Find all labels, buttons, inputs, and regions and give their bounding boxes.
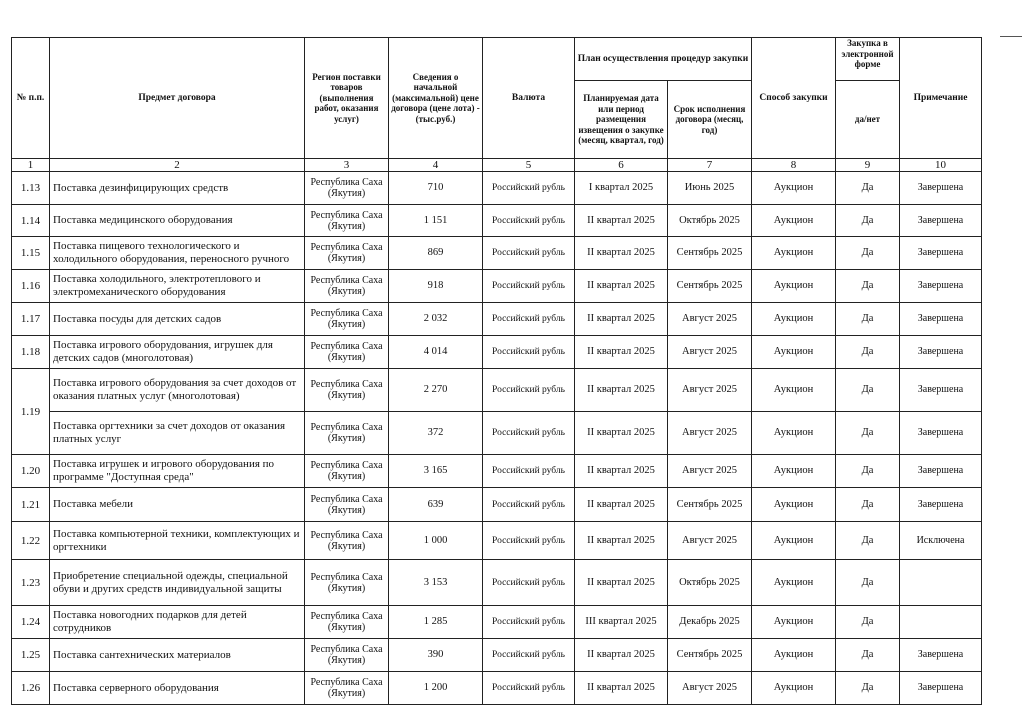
row-electronic: Да	[836, 455, 900, 488]
row-method: Аукцион	[752, 237, 836, 270]
header-num: № п.п.	[12, 38, 50, 159]
header-currency: Валюта	[483, 38, 575, 159]
row-subject: Поставка медицинского оборудования	[50, 205, 305, 237]
row-term: Декабрь 2025	[668, 606, 752, 639]
row-subject: Поставка компьютерной техники, комплектующих и оргтехники	[50, 522, 305, 560]
row-price: 3 153	[389, 560, 483, 606]
row-term: Сентябрь 2025	[668, 270, 752, 303]
row-note: Завершена	[900, 488, 982, 522]
row-region: Республика Саха (Якутия)	[305, 237, 389, 270]
row-region: Республика Саха (Якутия)	[305, 270, 389, 303]
row-currency: Российский рубль	[483, 639, 575, 672]
row-term: Октябрь 2025	[668, 205, 752, 237]
column-number-row	[12, 159, 982, 172]
column-number: 1	[12, 159, 50, 172]
row-term: Август 2025	[668, 522, 752, 560]
row-price: 869	[389, 237, 483, 270]
row-electronic: Да	[836, 606, 900, 639]
column-number: 7	[668, 159, 752, 172]
row-method: Аукцион	[752, 369, 836, 412]
row-method: Аукцион	[752, 172, 836, 205]
row-term: Сентябрь 2025	[668, 639, 752, 672]
row-method: Аукцион	[752, 205, 836, 237]
header-row-top	[12, 38, 982, 81]
header-price: Сведения о начальной (максимальной) цене договора (цене лота) - (тыс.руб.)	[389, 38, 483, 159]
row-term: Сентябрь 2025	[668, 237, 752, 270]
table-row	[12, 270, 982, 303]
table-row	[12, 455, 982, 488]
column-number: 3	[305, 159, 389, 172]
row-number: 1.25	[12, 639, 50, 672]
row-electronic: Да	[836, 205, 900, 237]
row-region: Республика Саха (Якутия)	[305, 303, 389, 336]
row-subject: Поставка игрушек и игрового оборудования по программе "Доступная среда"	[50, 455, 305, 488]
row-method: Аукцион	[752, 522, 836, 560]
row-plan: II квартал 2025	[575, 488, 668, 522]
row-electronic: Да	[836, 172, 900, 205]
column-number: 2	[50, 159, 305, 172]
row-price: 3 165	[389, 455, 483, 488]
row-region: Республика Саха (Якутия)	[305, 205, 389, 237]
row-note: Завершена	[900, 270, 982, 303]
row-method: Аукцион	[752, 560, 836, 606]
row-note: Завершена	[900, 237, 982, 270]
row-region: Республика Саха (Якутия)	[305, 606, 389, 639]
row-subject: Поставка пищевого технологического и холодильного оборудования, переносного ручного	[50, 237, 305, 270]
row-currency: Российский рубль	[483, 606, 575, 639]
row-plan: II квартал 2025	[575, 672, 668, 705]
row-subject: Поставка холодильного, электротеплового и электромеханического оборудования	[50, 270, 305, 303]
row-electronic: Да	[836, 412, 900, 455]
row-number: 1.22	[12, 522, 50, 560]
row-number: 1.18	[12, 336, 50, 369]
row-plan: II квартал 2025	[575, 205, 668, 237]
row-note: Завершена	[900, 303, 982, 336]
row-number: 1.24	[12, 606, 50, 639]
row-price: 918	[389, 270, 483, 303]
table-row	[12, 560, 982, 606]
row-region: Республика Саха (Якутия)	[305, 672, 389, 705]
header-subject: Предмет договора	[50, 38, 305, 159]
row-method: Аукцион	[752, 412, 836, 455]
header-term: Срок исполнения договора (месяц, год)	[668, 81, 752, 159]
row-method: Аукцион	[752, 672, 836, 705]
row-method: Аукцион	[752, 303, 836, 336]
row-note: Завершена	[900, 412, 982, 455]
row-note: Завершена	[900, 369, 982, 412]
row-price: 1 151	[389, 205, 483, 237]
column-number: 10	[900, 159, 982, 172]
row-currency: Российский рубль	[483, 560, 575, 606]
row-number: 1.19	[12, 369, 50, 455]
row-note	[900, 560, 982, 606]
row-number: 1.21	[12, 488, 50, 522]
row-note: Завершена	[900, 639, 982, 672]
header-electronic: Закупка в электронной форме	[836, 38, 900, 81]
row-term: Август 2025	[668, 412, 752, 455]
row-number: 1.13	[12, 172, 50, 205]
row-electronic: Да	[836, 560, 900, 606]
row-price: 1 285	[389, 606, 483, 639]
row-note: Завершена	[900, 172, 982, 205]
row-electronic: Да	[836, 336, 900, 369]
column-number: 6	[575, 159, 668, 172]
header-electronic-sub: да/нет	[836, 81, 900, 159]
row-currency: Российский рубль	[483, 369, 575, 412]
row-price: 1 000	[389, 522, 483, 560]
row-price: 372	[389, 412, 483, 455]
row-subject: Поставка игрового оборудования, игрушек для детских садов (многолотовая)	[50, 336, 305, 369]
row-subject: Поставка новогодних подарков для детей сотрудников	[50, 606, 305, 639]
header-method: Способ закупки	[752, 38, 836, 159]
row-plan: II квартал 2025	[575, 336, 668, 369]
row-plan: II квартал 2025	[575, 560, 668, 606]
table-row	[12, 336, 982, 369]
row-region: Республика Саха (Якутия)	[305, 369, 389, 412]
row-term: Август 2025	[668, 369, 752, 412]
row-number: 1.23	[12, 560, 50, 606]
row-subject: Поставка мебели	[50, 488, 305, 522]
row-electronic: Да	[836, 270, 900, 303]
row-plan: II квартал 2025	[575, 369, 668, 412]
row-number: 1.14	[12, 205, 50, 237]
row-price: 2 032	[389, 303, 483, 336]
column-number: 8	[752, 159, 836, 172]
row-subject: Поставка игрового оборудования за счет доходов от оказания платных услуг (многолотовая)	[50, 369, 305, 412]
row-currency: Российский рубль	[483, 522, 575, 560]
row-method: Аукцион	[752, 270, 836, 303]
row-electronic: Да	[836, 522, 900, 560]
row-plan: II квартал 2025	[575, 455, 668, 488]
row-region: Республика Саха (Якутия)	[305, 560, 389, 606]
row-method: Аукцион	[752, 488, 836, 522]
row-term: Август 2025	[668, 336, 752, 369]
row-currency: Российский рубль	[483, 455, 575, 488]
row-subject: Поставка дезинфицирующих средств	[50, 172, 305, 205]
column-number: 4	[389, 159, 483, 172]
row-price: 639	[389, 488, 483, 522]
row-currency: Российский рубль	[483, 205, 575, 237]
row-region: Республика Саха (Якутия)	[305, 522, 389, 560]
table-row	[12, 172, 982, 205]
row-note: Завершена	[900, 336, 982, 369]
row-term: Август 2025	[668, 303, 752, 336]
row-method: Аукцион	[752, 336, 836, 369]
row-region: Республика Саха (Якутия)	[305, 172, 389, 205]
row-plan: I квартал 2025	[575, 172, 668, 205]
row-note: Исключена	[900, 522, 982, 560]
row-electronic: Да	[836, 237, 900, 270]
row-region: Республика Саха (Якутия)	[305, 336, 389, 369]
row-term: Август 2025	[668, 672, 752, 705]
row-currency: Российский рубль	[483, 270, 575, 303]
row-term: Август 2025	[668, 455, 752, 488]
row-plan: II квартал 2025	[575, 270, 668, 303]
row-term: Октябрь 2025	[668, 560, 752, 606]
row-term: Июнь 2025	[668, 172, 752, 205]
table-row	[12, 412, 982, 455]
row-subject: Поставка сантехнических материалов	[50, 639, 305, 672]
row-note: Завершена	[900, 455, 982, 488]
table-row	[12, 237, 982, 270]
row-currency: Российский рубль	[483, 303, 575, 336]
row-currency: Российский рубль	[483, 488, 575, 522]
column-number: 5	[483, 159, 575, 172]
row-number: 1.15	[12, 237, 50, 270]
row-plan: II квартал 2025	[575, 522, 668, 560]
row-plan: II квартал 2025	[575, 412, 668, 455]
procurement-plan-table	[11, 37, 982, 705]
row-plan: II квартал 2025	[575, 303, 668, 336]
scan-edge-line	[1000, 36, 1022, 37]
row-price: 1 200	[389, 672, 483, 705]
row-region: Республика Саха (Якутия)	[305, 455, 389, 488]
row-note: Завершена	[900, 205, 982, 237]
row-electronic: Да	[836, 303, 900, 336]
column-number: 9	[836, 159, 900, 172]
row-electronic: Да	[836, 639, 900, 672]
row-subject: Поставка серверного оборудования	[50, 672, 305, 705]
row-region: Республика Саха (Якутия)	[305, 639, 389, 672]
row-plan: II квартал 2025	[575, 639, 668, 672]
row-note	[900, 606, 982, 639]
row-region: Республика Саха (Якутия)	[305, 412, 389, 455]
row-price: 390	[389, 639, 483, 672]
header-plan-date: Планируемая дата или период размещения извещения о закупке (месяц, квартал, год)	[575, 81, 668, 159]
table-row	[12, 606, 982, 639]
row-plan: III квартал 2025	[575, 606, 668, 639]
table-row	[12, 205, 982, 237]
header-region: Регион поставки товаров (выполнения работ, оказания услуг)	[305, 38, 389, 159]
row-method: Аукцион	[752, 639, 836, 672]
row-plan: II квартал 2025	[575, 237, 668, 270]
row-subject: Приобретение специальной одежды, специальной обуви и других средств индивидуальной защиты	[50, 560, 305, 606]
table-row	[12, 303, 982, 336]
table-row	[12, 369, 982, 412]
row-electronic: Да	[836, 672, 900, 705]
row-currency: Российский рубль	[483, 412, 575, 455]
row-term: Сентябрь 2025	[668, 488, 752, 522]
table-row	[12, 488, 982, 522]
row-subject: Поставка оргтехники за счет доходов от оказания платных услуг	[50, 412, 305, 455]
row-currency: Российский рубль	[483, 672, 575, 705]
row-method: Аукцион	[752, 606, 836, 639]
row-number: 1.17	[12, 303, 50, 336]
row-currency: Российский рубль	[483, 237, 575, 270]
row-electronic: Да	[836, 488, 900, 522]
row-method: Аукцион	[752, 455, 836, 488]
row-region: Республика Саха (Якутия)	[305, 488, 389, 522]
row-price: 710	[389, 172, 483, 205]
row-price: 4 014	[389, 336, 483, 369]
table-row	[12, 522, 982, 560]
row-number: 1.16	[12, 270, 50, 303]
row-number: 1.26	[12, 672, 50, 705]
header-note: Примечание	[900, 38, 982, 159]
header-plan: План осуществления процедур закупки	[575, 38, 752, 81]
row-electronic: Да	[836, 369, 900, 412]
row-subject: Поставка посуды для детских садов	[50, 303, 305, 336]
table-row	[12, 639, 982, 672]
row-note: Завершена	[900, 672, 982, 705]
row-price: 2 270	[389, 369, 483, 412]
row-number: 1.20	[12, 455, 50, 488]
row-currency: Российский рубль	[483, 336, 575, 369]
row-currency: Российский рубль	[483, 172, 575, 205]
table-row	[12, 672, 982, 705]
